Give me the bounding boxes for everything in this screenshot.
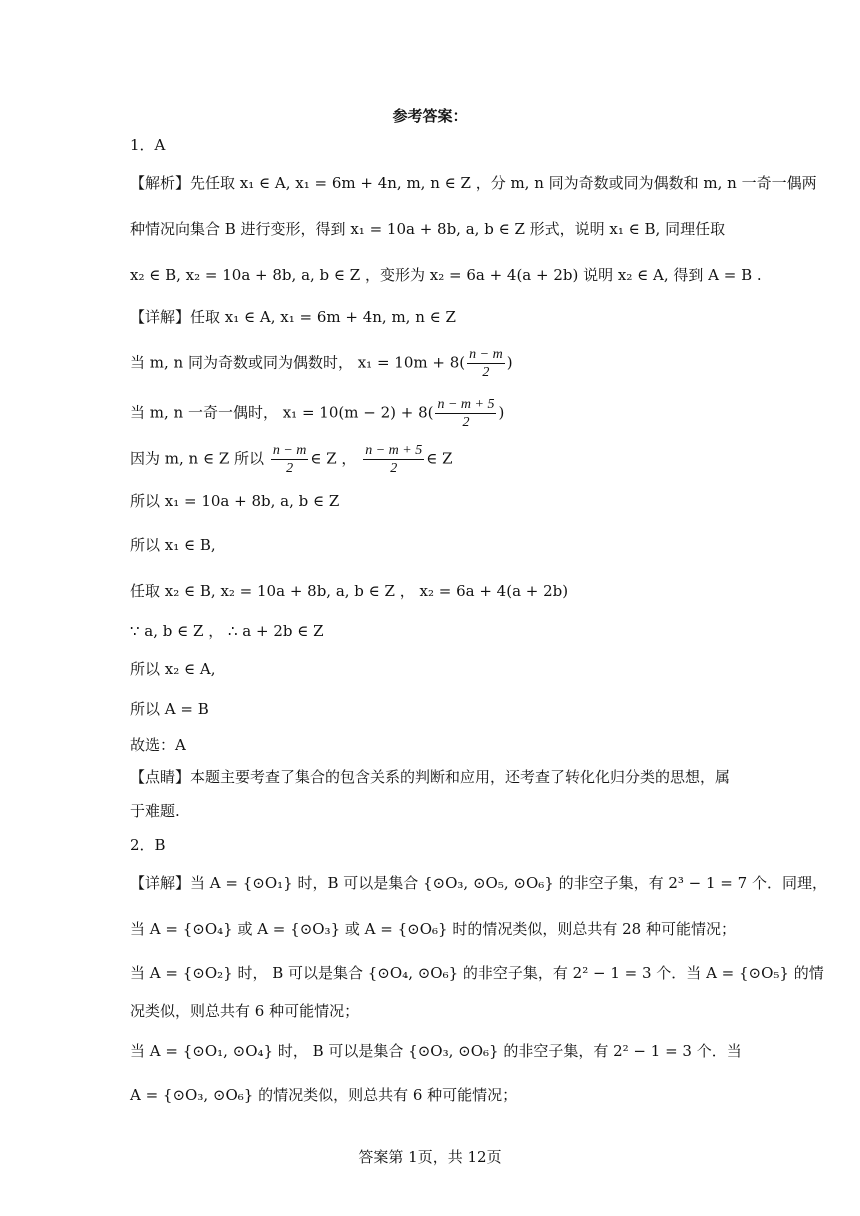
- detail-line-6: 所以 x₁ ∈ B,: [130, 536, 216, 554]
- fraction-close: ): [506, 353, 513, 372]
- answer-choice: 故选：A: [130, 736, 186, 754]
- q2-detail-line-2: 当 A = {⊙O₄} 或 A = {⊙O₃} 或 A = {⊙O₆} 时的情况类似，则总共有 28 种可能情况；: [130, 920, 736, 938]
- detail-line-2: [130, 346, 740, 381]
- analysis-line-3: x₂ ∈ B, x₂ = 10a + 8b, a, b ∈ Z ，变形为 x₂ = 6a + 4(a + 2b) 说明 x₂ ∈ A, 得到 A = B .: [130, 266, 762, 284]
- fraction-suffix: ∈ Z: [426, 449, 453, 468]
- page-footer: 答案第 1页，共 12页: [358, 1148, 502, 1166]
- detail-line-3-text: 当 m, n 一奇一偶时， x₁ = 10(m − 2) + 8(: [130, 403, 434, 422]
- analysis-line-2: 种情况向集合 B 进行变形，得到 x₁ = 10a + 8b, a, b ∈ Z 形式，说明 x₁ ∈ B, 同理任取: [130, 220, 726, 238]
- detail-line-10: 所以 A = B: [130, 700, 209, 718]
- fraction: [363, 442, 424, 477]
- fraction-denominator: 2: [462, 415, 470, 430]
- question-2-answer: 2．B: [130, 836, 166, 854]
- detail-line-7: 任取 x₂ ∈ B, x₂ = 10a + 8b, a, b ∈ Z ， x₂ = 6a + 4(a + 2b): [130, 582, 569, 600]
- fraction-close: ): [498, 403, 505, 422]
- analysis-line-1: 【解析】先任取 x₁ ∈ A, x₁ = 6m + 4n, m, n ∈ Z ，分 m, n 同为奇数或同为偶数和 m, n 一奇一偶两: [130, 174, 817, 192]
- detail-line-8: ∵ a, b ∈ Z ， ∴ a + 2b ∈ Z: [130, 622, 324, 640]
- comment-line-2: 于难题.: [130, 802, 180, 820]
- question-1-answer: 1．A: [130, 136, 166, 154]
- detail-line-2-text: 当 m, n 同为奇数或同为偶数时， x₁ = 10m + 8(: [130, 353, 466, 372]
- fraction-numerator: n − m: [272, 443, 307, 458]
- detail-line-5: 所以 x₁ = 10a + 8b, a, b ∈ Z: [130, 492, 340, 510]
- q2-detail-line-3: 当 A = {⊙O₂} 时， B 可以是集合 {⊙O₄, ⊙O₆} 的非空子集，有 2² − 1 = 3 个．当 A = {⊙O₅} 的情: [130, 964, 824, 982]
- detail-line-3: [130, 396, 740, 431]
- comment-line-1: 【点睛】本题主要考查了集合的包含关系的判断和应用，还考查了转化化归分类的思想，属: [130, 768, 731, 786]
- q2-detail-line-5: 当 A = {⊙O₁, ⊙O₄} 时， B 可以是集合 {⊙O₃, ⊙O₆} 的非空子集，有 2² − 1 = 3 个．当: [130, 1042, 742, 1060]
- fraction-numerator: n − m + 5: [365, 443, 423, 458]
- q2-detail-line-4: 况类似，则总共有 6 种可能情况；: [130, 1002, 360, 1020]
- fraction-numerator: n − m + 5: [437, 397, 495, 412]
- fraction-denominator: 2: [390, 461, 398, 476]
- detail-line-1: 【详解】任取 x₁ ∈ A, x₁ = 6m + 4n, m, n ∈ Z: [130, 308, 456, 326]
- fraction-suffix: ∈ Z ，: [310, 449, 357, 468]
- page-title: 参考答案：: [392, 107, 468, 125]
- q2-detail-line-1: 【详解】当 A = {⊙O₁} 时，B 可以是集合 {⊙O₃, ⊙O₅, ⊙O₆} 的非空子集，有 2³ − 1 = 7 个．同理，: [130, 874, 827, 892]
- fraction-denominator: 2: [482, 365, 490, 380]
- fraction: [467, 346, 505, 381]
- q2-detail-line-6: A = {⊙O₃, ⊙O₆} 的情况类似，则总共有 6 种可能情况；: [130, 1086, 518, 1104]
- fraction-denominator: 2: [286, 461, 294, 476]
- detail-line-9: 所以 x₂ ∈ A,: [130, 660, 216, 678]
- detail-line-4-text: 因为 m, n ∈ Z 所以: [130, 449, 265, 468]
- fraction: [435, 396, 496, 431]
- detail-line-4: [130, 442, 740, 477]
- fraction-numerator: n − m: [469, 347, 503, 362]
- fraction: [271, 442, 309, 477]
